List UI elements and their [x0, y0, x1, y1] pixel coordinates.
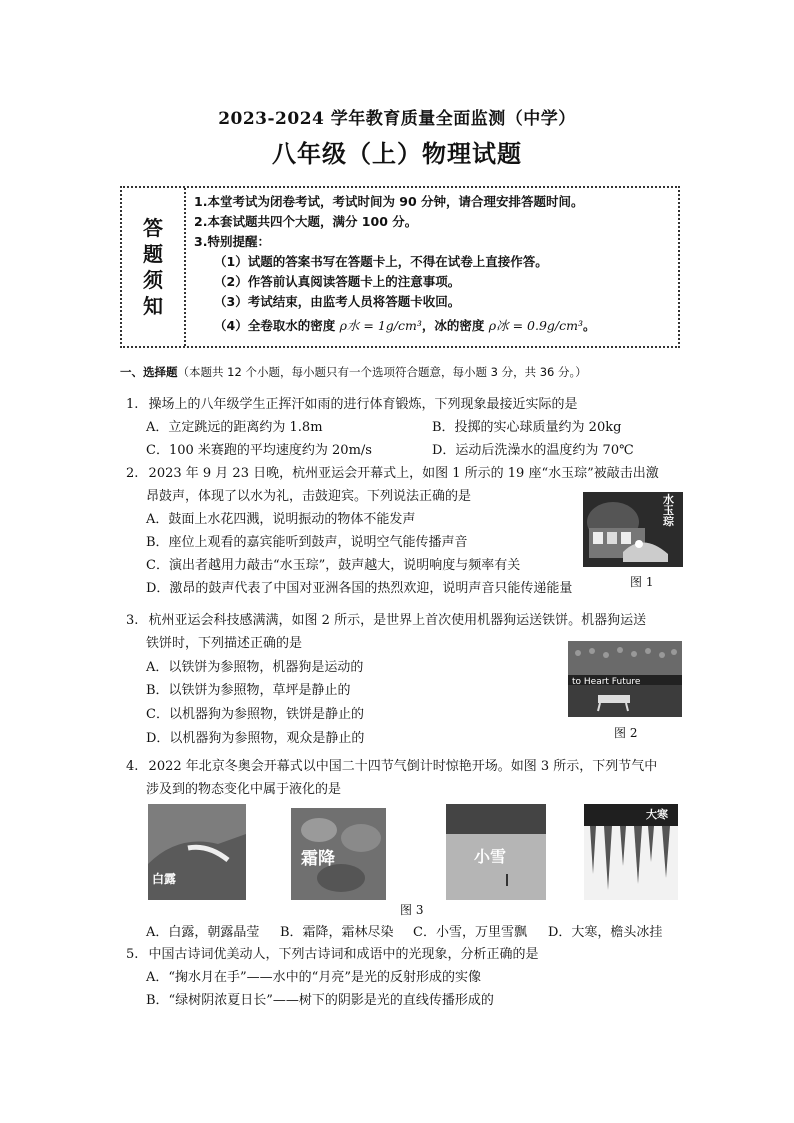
option-c: C．以机器狗为参照物，铁饼是静止的	[146, 707, 364, 722]
option-d: D．激昂的鼓声代表了中国对亚洲各国的热烈欢迎，说明声音只能传递能量	[146, 581, 573, 596]
xiaoxue-label: 小雪	[474, 847, 507, 866]
question-stem-line: 2023 年 9 月 23 日晚，杭州亚运会开幕式上，如图 1 所示的 19 座“水玉琮”被敲击出激	[148, 466, 659, 481]
instruction-density-line	[194, 316, 674, 336]
figure-1-caption: 图 1	[630, 575, 654, 589]
question-stem-line: 2022 年北京冬奥会开幕式以中国二十四节气倒计时惊艳开场。如图 3 所示，下列节气中	[148, 759, 658, 774]
option-b: B．座位上观看的嘉宾能听到鼓声，说明空气能传播声音	[146, 535, 468, 550]
figure-1-image	[583, 492, 683, 567]
option-b: B．投掷的实心球质量约为 20kg	[432, 420, 622, 435]
instruction-line: （2）作答前认真阅读答题卡上的注意事项。	[214, 274, 461, 289]
option-d: D．运动后洗澡水的温度约为 70℃	[432, 443, 634, 458]
option-b: B．霜降，霜林尽染	[280, 925, 394, 940]
figure-3-image-xiaoxue	[446, 804, 546, 900]
question-1	[126, 394, 578, 417]
figure-2-image	[568, 641, 682, 717]
figure-3-image-bailu	[148, 804, 246, 900]
instructions-list	[194, 192, 674, 336]
question-stem: 操场上的八年级学生正挥汗如雨的进行体育锻炼，下列现象最接近实际的是	[148, 397, 578, 412]
density-end: 。	[582, 318, 596, 333]
question-number: 3.	[126, 613, 139, 628]
section-header	[120, 364, 587, 380]
instructions-heading	[122, 188, 186, 346]
question-2	[126, 463, 659, 486]
question-5	[126, 944, 539, 967]
question-stem-line: 涉及到的物态变化中属于液化的是	[146, 782, 342, 797]
option-a: A．立定跳远的距离约为 1.8m	[146, 420, 323, 435]
question-4	[126, 756, 657, 779]
option-c: C．小雪，万里雪飘	[413, 925, 527, 940]
option-d: D．大寒，檐头冰挂	[548, 925, 663, 940]
figure-2-caption: 图 2	[614, 726, 638, 740]
heading-char: 须	[143, 268, 163, 292]
density-mid: ，冰的密度	[421, 318, 485, 333]
instruction-line: 3.特别提醒：	[194, 234, 270, 249]
instruction-line: （3）考试结束，由监考人员将答题卡收回。	[214, 294, 461, 309]
question-stem-line: 昂鼓声，体现了以水为礼，击鼓迎宾。下列说法正确的是	[146, 489, 472, 504]
option-a: A．白露，朝露晶莹	[146, 925, 260, 940]
dahan-label: 大寒	[646, 808, 668, 821]
exam-title: 2023-2024 学年教育质量全面监测（中学）	[218, 109, 576, 129]
figure-3-image-shuangjiang	[291, 808, 386, 900]
water-density: ρ水 = 1g/cm³	[339, 318, 422, 333]
heading-char: 答	[143, 216, 163, 240]
figure-1-overlay-text: 水 玉 琮	[663, 493, 674, 528]
option-c: C．100 米赛跑的平均速度约为 20m/s	[146, 443, 372, 458]
question-number: 4.	[126, 759, 139, 774]
ice-density: ρ冰 = 0.9g/cm³	[488, 318, 583, 333]
heading-char: 题	[143, 242, 163, 266]
question-stem: 中国古诗词优美动人，下列古诗词和成语中的光现象，分析正确的是	[148, 947, 539, 962]
section-note: （本题共 12 个小题，每小题只有一个选项符合题意，每小题 3 分，共 36 分。）	[177, 365, 587, 379]
option-c: C．演出者越用力敲击“水玉琮”，鼓声越大，说明响度与频率有关	[146, 558, 521, 573]
option-a: A．“掬水月在手”——水中的“月亮”是光的反射形成的实像	[146, 970, 481, 985]
bailu-label: 白露	[152, 872, 177, 886]
option-a: A．以铁饼为参照物，机器狗是运动的	[146, 660, 364, 675]
exam-instructions-box	[120, 186, 680, 348]
question-number: 5.	[126, 947, 139, 962]
option-a: A．鼓面上水花四溅，说明振动的物体不能发声	[146, 512, 416, 527]
question-3	[126, 610, 646, 633]
question-number: 1.	[126, 397, 139, 412]
instruction-line: （1）试题的答案书写在答题卡上，不得在试卷上直接作答。	[214, 254, 548, 269]
section-label: 一、选择题	[120, 365, 178, 379]
question-stem-line: 杭州亚运会科技感满满，如图 2 所示，是世界上首次使用机器狗运送铁饼。机器狗运送	[148, 613, 647, 628]
figure-3-image-dahan	[584, 804, 678, 900]
question-number: 2.	[126, 466, 139, 481]
shuangjiang-label: 霜降	[301, 849, 335, 869]
exam-subtitle: 八年级（上）物理试题	[272, 139, 522, 168]
density-prefix: （4）全卷取水的密度	[214, 318, 336, 333]
question-stem-line: 铁饼时，下列描述正确的是	[146, 636, 303, 651]
heading-char: 知	[143, 294, 163, 318]
option-d: D．以机器狗为参照物，观众是静止的	[146, 731, 365, 746]
option-b: B．以铁饼为参照物，草坪是静止的	[146, 683, 351, 698]
figure-3-caption: 图 3	[400, 903, 424, 917]
instruction-line: 2.本套试题共四个大题，满分 100 分。	[194, 214, 418, 229]
instruction-line: 1.本堂考试为闭卷考试，考试时间为 90 分钟，请合理安排答题时间。	[194, 194, 584, 209]
figure-2-overlay-text: to Heart Future	[572, 677, 641, 687]
option-b: B．“绿树阴浓夏日长”——树下的阴影是光的直线传播形成的	[146, 993, 494, 1008]
